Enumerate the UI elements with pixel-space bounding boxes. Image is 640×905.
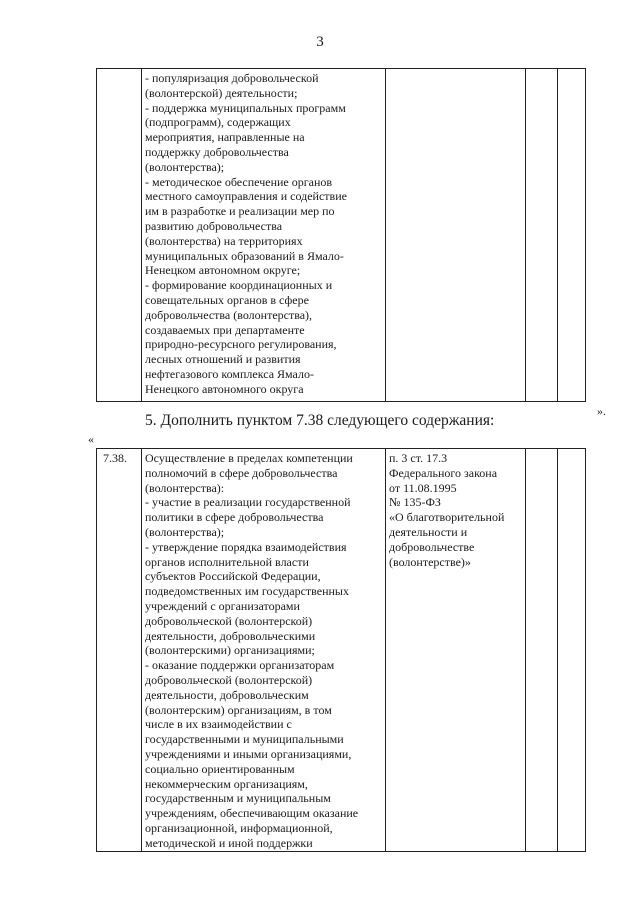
column-divider	[385, 449, 386, 851]
column-divider	[525, 449, 526, 851]
column-divider	[141, 69, 142, 401]
content-cell: - популяризация добровольческой (волонтерской) деятельности; - поддержка муниципальных программ (подпрограмм), содержащих мероприятия, направленные на поддержку добровольчества (волонтерства); - методическое обеспечение органов местного самоуправления и содействие им в разработке и реализации мер по развитию добровольчества (волонтерства) на территориях муниципальных образований в Ямало- Ненецком автономном округе; - формирование координационных и совещательных органов в сфере добровольчества (волонтерства), создаваемых при департаменте природно-ресурсного регулирования, лесных отношений и развития нефтегазового комплекса Ямало- Ненецкого автономного округа	[145, 71, 347, 396]
column-divider	[525, 69, 526, 401]
column-divider	[557, 449, 558, 851]
item-number-cell: 7.38.	[103, 451, 127, 465]
opening-quote: «	[88, 432, 94, 446]
section-heading: 5. Дополнить пунктом 7.38 следующего содержания:	[145, 412, 495, 429]
column-divider	[557, 69, 558, 401]
content-cell: Осуществление в пределах компетенции полномочий в сфере добровольчества (волонтерства): - участие в реализации государственной политики в сфере добровольчества (волонтерства); - утверждение порядка взаимодействия органов исполнительной власти субъектов Российской Федерации, подведомственных им государственных учреждений с организаторами добровольческой (волонтерской) деятельности, добровольческими (волонтерскими) организациями; - оказание поддержки организаторам добровольческой (волонтерской) деятельности, добровольческим (волонтерским) организациям, в том числе в их взаимодействии с государственными и муниципальными учреждениями и иными организациями, социально ориентированным некоммерческим организациям, государственным и муниципальным учреждениям, обеспечивающим оказание организационной, информационной, методической и иной поддержки	[145, 451, 359, 850]
column-divider	[141, 449, 142, 851]
legal-basis-cell: п. 3 ст. 17.3 Федерального закона от 11.08.1995 № 135-ФЗ «О благотворительной деятельности и добровольчестве (волонтерстве)»	[389, 451, 505, 569]
closing-quote: ».	[597, 404, 606, 418]
page-number: 3	[316, 34, 324, 50]
column-divider	[385, 69, 386, 401]
continued-table	[96, 68, 586, 402]
new-item-table	[96, 448, 586, 852]
